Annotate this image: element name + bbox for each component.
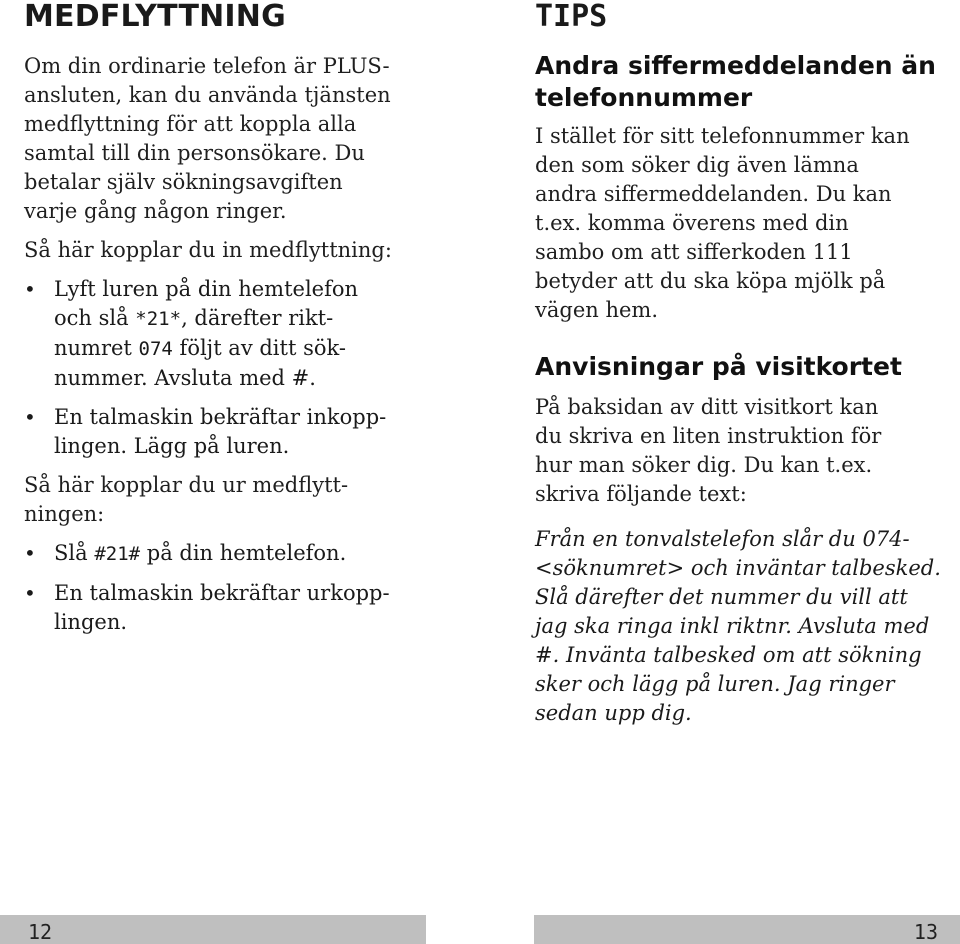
code-074: 074 xyxy=(138,338,173,360)
list-item xyxy=(24,579,444,637)
page-number-left: 12 xyxy=(28,920,53,944)
bullet-icon: • xyxy=(24,277,36,301)
section-body-other-digits: I stället för sitt telefonnummer kan den som söker dig även lämna andra siffermeddelanden. Du kan t.ex. komma överens med din sambo om att sifferkoden 111 betyder att du ska köpa mjölk på vägen hem. xyxy=(535,124,910,322)
list-item-line: lingen. Lägg på luren. xyxy=(54,434,290,458)
intro-line: Om din ordinarie telefon är PLUS- xyxy=(24,54,390,78)
list-item xyxy=(24,539,444,569)
intro-line: betalar själv sökningsavgiften xyxy=(24,170,343,194)
intro-paragraph xyxy=(24,52,444,226)
section-body-business-card: På baksidan av ditt visitkort kan du skriva en liten instruktion för hur man söker dig. Du kan t.ex. skriva följande text: xyxy=(535,395,882,506)
bullet-icon: • xyxy=(24,541,36,565)
list-item-line: Slå #21# på din hemtelefon. xyxy=(54,541,347,565)
list-item-line: En talmaskin bekräftar urkopp- xyxy=(54,581,390,605)
example-instruction-text: Från en tonvalstelefon slår du 074- <söknumret> och inväntar talbesked. Slå därefter det nummer du vill att jag ska ringa inkl riktnr. Avsluta med #. Invänta talbesked om att sökning sker och lägg på luren. Jag ringer sedan upp dig. xyxy=(535,527,941,725)
bullet-icon: • xyxy=(24,405,36,429)
list-item-line: Lyft luren på din hemtelefon xyxy=(54,277,359,301)
list-item xyxy=(24,275,444,393)
code-star-21-star: *21* xyxy=(135,308,182,330)
connect-label: Så här kopplar du in medflyttning: xyxy=(24,238,392,262)
list-item-line: lingen. xyxy=(54,610,128,634)
section-heading-business-card: Anvisningar på visitkortet xyxy=(535,352,902,381)
disconnect-steps xyxy=(24,539,444,637)
list-item-line: nummer. Avsluta med #. xyxy=(54,366,316,390)
disconnect-label: Så här kopplar du ur medflytt- ningen: xyxy=(24,473,349,526)
right-column xyxy=(535,0,945,728)
footer-bar-right xyxy=(534,915,960,944)
intro-line: medflyttning för att koppla alla xyxy=(24,112,357,136)
page-number-right: 13 xyxy=(913,920,938,944)
list-item xyxy=(24,403,444,461)
intro-line: varje gång någon ringer. xyxy=(24,199,287,223)
page-title: MEDFLYTTNING xyxy=(24,0,286,34)
code-hash-21-hash: #21# xyxy=(94,543,141,565)
left-column xyxy=(24,0,444,647)
list-item-line: En talmaskin bekräftar inkopp- xyxy=(54,405,387,429)
intro-line: ansluten, kan du använda tjänsten xyxy=(24,83,391,107)
bullet-icon: • xyxy=(24,581,36,605)
list-item-line: numret 074 följt av ditt sök- xyxy=(54,336,346,360)
list-item-line: och slå *21*, därefter rikt- xyxy=(54,306,334,330)
connect-steps xyxy=(24,275,444,461)
section-heading-other-digits: Andra siffermeddelanden än telefonnummer xyxy=(535,51,936,112)
tips-title: TIPS xyxy=(535,0,608,34)
intro-line: samtal till din personsökare. Du xyxy=(24,141,365,165)
footer-bar-left xyxy=(0,915,426,944)
